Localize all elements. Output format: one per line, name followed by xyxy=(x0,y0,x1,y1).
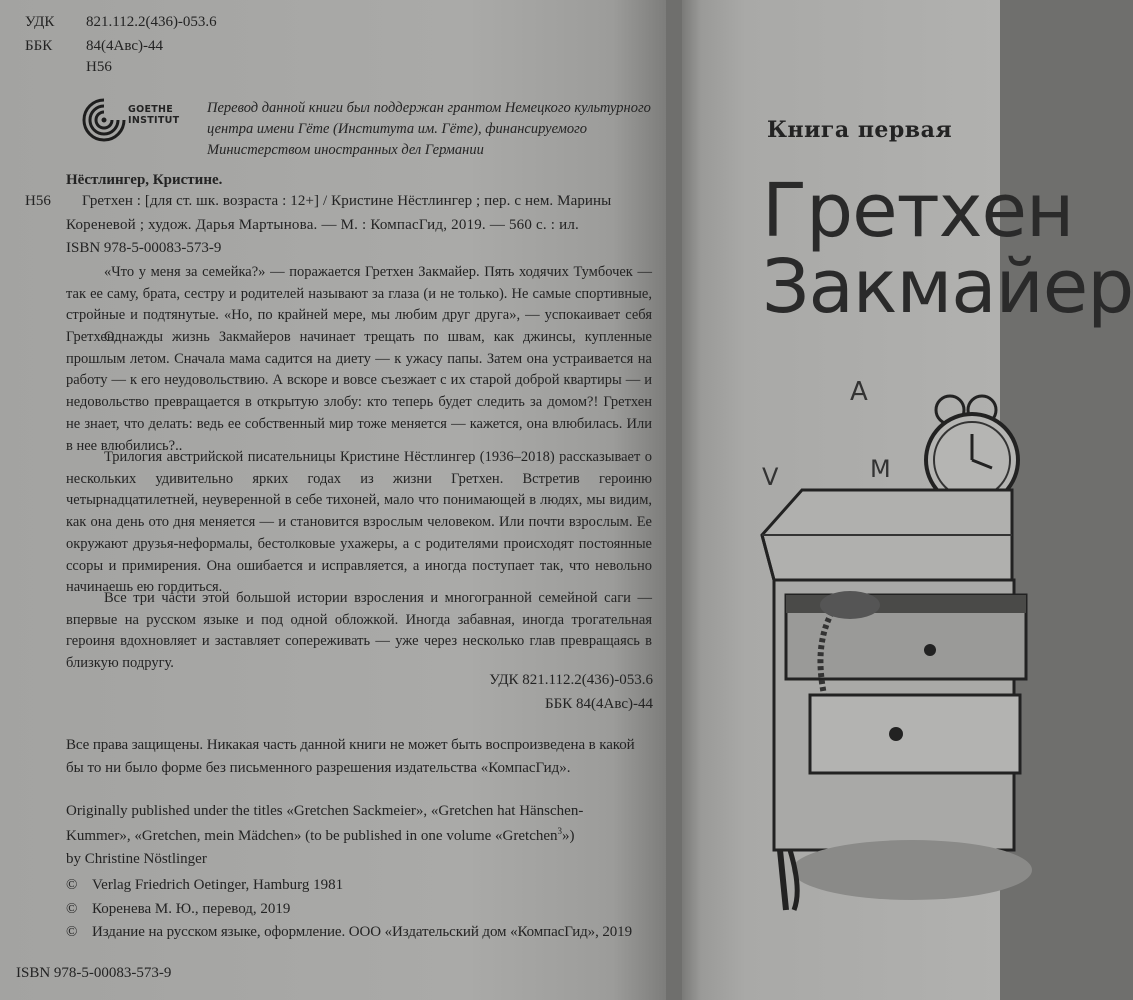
author-mark: Н56 xyxy=(86,59,112,75)
record-line-2: Кореневой ; худож. Дарья Мартынова. — М. : КомпасГид, 2019. — 560 с. : ил. xyxy=(66,217,579,233)
original-title-line-1: Originally published under the titles «Gretchen Sackmeier», «Gretchen hat Hänschen- xyxy=(66,803,584,819)
copyright-symbol-1: © xyxy=(66,877,78,893)
bbk-bottom: ББК 84(4Авс)-44 xyxy=(545,696,653,712)
annotation-paragraph-1: «Что у меня за семейка?» — поражается Гретхен Закмайер. Пять ходячих Тумбочек — так ее саму, брата, сестру и родителей называют за глаза (и не только). Не самые спортивные, стройные и подтянутые. «Но, по крайней мере, мы любим друг друга», — успокаивает себя Гретхен. xyxy=(66,264,652,346)
copyright-line-3: Издание на русском языке, оформление. ООО «Издательский дом «КомпасГид», 2019 xyxy=(92,924,632,940)
copyright-line-2: Коренева М. Ю., перевод, 2019 xyxy=(92,901,291,917)
annotation-paragraph-4: Все три части этой большой истории взросления и многогранной семейной саги — впервые на русском языке и под одной обложкой. Иногда забавная, иногда трогательная героиня вдохновляет и заставляет сопереживать — уже через несколько глав превращаясь в близкую подругу. xyxy=(66,590,652,672)
record-line-1: Гретхен : [для ст. шк. возраста : 12+] / Кристине Нёстлингер ; пер. с нем. Марины xyxy=(82,193,612,209)
title-line-2: Закмайер xyxy=(762,244,1133,330)
doodle-letter-m: M xyxy=(870,455,891,483)
copyright-symbol-3: © xyxy=(66,924,78,940)
udk-bottom: УДК 821.112.2(436)-053.6 xyxy=(489,672,653,688)
author-heading: Нёстлингер, Кристине. xyxy=(66,172,223,188)
goethe-grant-note: Перевод данной книги был поддержан грантом Немецкого культурного центра имени Гёте (Института им. Гёте), финансируемого Министерством иностранных дел Германии xyxy=(207,100,651,158)
rights-line-1: Все права защищены. Никакая часть данной книги не может быть воспроизведена в какой xyxy=(66,737,635,753)
doodle-letter-a: A xyxy=(850,377,868,407)
copyright-symbol-2: © xyxy=(66,901,78,917)
title-line-1: Гретхен xyxy=(762,168,1074,254)
goethe-logo-text: GOETHE INSTITUT xyxy=(128,104,180,126)
copyright-line-1: Verlag Friedrich Oetinger, Hamburg 1981 xyxy=(92,877,344,893)
goethe-emblem-icon xyxy=(80,96,128,144)
right-page xyxy=(682,0,1133,1000)
nightstand-illustration xyxy=(682,350,1000,910)
doodle-letter-v: V xyxy=(762,463,779,491)
record-isbn: ISBN 978-5-00083-573-9 xyxy=(66,240,222,256)
udk-value: 821.112.2(436)-053.6 xyxy=(86,14,217,30)
annotation-paragraph-3: Трилогия австрийской писательницы Кристине Нёстлингер (1936–2018) рассказывает о нескольких удивительно ярких годах из жизни Гретхен. Встретив героиню четырнадцатилетней, неуверенной в себе тихоней, мало что понимающей в людях, мы видим, как она день ото дня меняется — и становится взрослым человеком. Или почти взрослым. Ее окружают друзья-неформалы, бестолковые ухажеры, а с родителями происходят постоянные ссоры и примирения. Она ошибается и исправляется, а иногда поступает так, что невольно начинаешь ею гордиться. xyxy=(66,449,652,596)
annotation-paragraph-2: Однажды жизнь Закмайеров начинает трещать по швам, как джинсы, купленные прошлым летом. Сначала мама садится на диету — к ужасу папы. Затем она устраивается на работу — к его неудовольствию. А вскоре и вовсе съезжает с их старой доброй квартиры — и недовольство превращается в открытую злобу: кто теперь будет следить за домом?! Гретхен не знает, что делать: ведь ее собственный мир тоже меняется — кажется, она влюбилась. Или в нее влюбились?.. xyxy=(66,329,652,454)
bbk-value: 84(4Авс)-44 xyxy=(86,38,163,54)
book-label: Книга первая xyxy=(767,117,953,143)
original-author-line: by Christine Nöstlinger xyxy=(66,851,207,867)
bbk-label: ББК xyxy=(25,38,53,54)
goethe-institut-logo xyxy=(80,96,200,146)
rights-line-2: бы то ни было форме без письменного разрешения издательства «КомпасГид». xyxy=(66,760,571,776)
udk-label: УДК xyxy=(25,14,55,30)
original-title-line-2: Kummer», «Gretchen, mein Mädchen» (to be published in one volume «Gretchen$^3$») xyxy=(66,826,575,844)
isbn-bottom: ISBN 978-5-00083-573-9 xyxy=(16,965,172,981)
record-mark: Н56 xyxy=(25,193,51,209)
